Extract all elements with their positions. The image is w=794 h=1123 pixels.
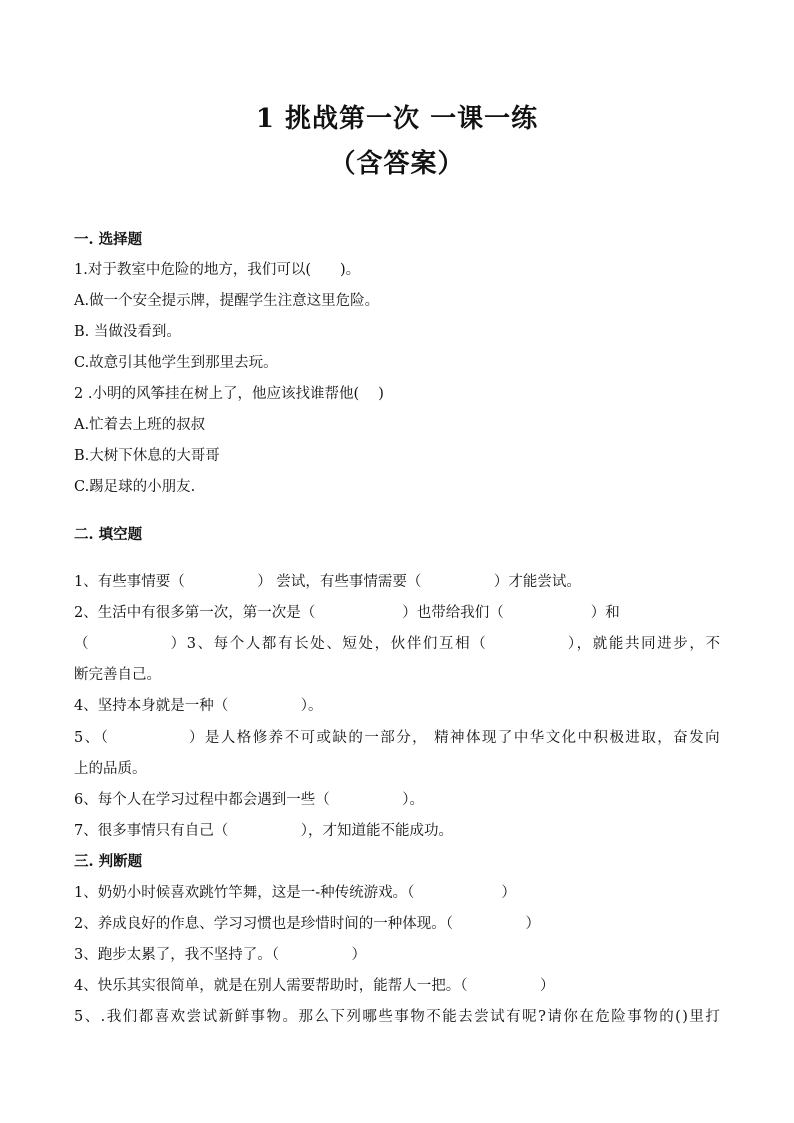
fill-line-7: 上的品质。 <box>74 761 147 777</box>
judge-line-4: 4、快乐其实很简单，就是在别人需要帮助时，能帮人一把。（ ） <box>74 978 555 994</box>
question-2: 2 .小明的风筝挂在树上了，他应该找谁帮他( ) <box>74 386 384 402</box>
question-2-option-a: A.忙着去上班的叔叔 <box>74 417 206 433</box>
question-1-option-c: C.故意引其他学生到那里去玩。 <box>74 355 278 371</box>
fill-line-4: 断完善自己。 <box>74 667 161 683</box>
page-title: 1 挑战第一次 一课一练 <box>255 104 539 134</box>
section-heading-fill: 二. 填空题 <box>74 526 143 543</box>
question-1-option-a: A.做一个安全提示牌，提醒学生注意这里危险。 <box>74 293 380 309</box>
fill-line-6: 5、（ ）是人格修养不可或缺的一部分， 精神体现了中华文化中积极进取，奋发向 <box>74 730 722 746</box>
question-2-option-b: B.大树下休息的大哥哥 <box>74 448 220 464</box>
fill-line-9: 7、很多事情只有自己（ ），才知道能不能成功。 <box>74 823 453 839</box>
question-2-option-c: C.踢足球的小朋友. <box>74 479 196 495</box>
fill-line-2: 2、生活中有很多第一次，第一次是（ ）也带给我们（ ）和 <box>74 605 620 621</box>
judge-line-5: 5、.我们都喜欢尝试新鲜事物。那么下列哪些事物不能去尝试有呢?请你在危险事物的()里打 <box>74 1009 722 1025</box>
judge-line-3: 3、跑步太累了，我不坚持了。（ ） <box>74 947 366 963</box>
judge-line-2: 2、养成良好的作息、学习习惯也是珍惜时间的一种体现。（ ） <box>74 916 540 932</box>
question-1: 1.对于教室中危险的地方，我们可以( )。 <box>74 262 361 278</box>
page-subtitle: （含答案） <box>329 149 465 179</box>
fill-line-3: （ ）3、每个人都有长处、短处，伙伴们互相（ ），就能共同进步，不 <box>74 636 722 652</box>
section-heading-choice: 一. 选择题 <box>74 231 143 248</box>
fill-line-1: 1、有些事情要（ ） 尝试，有些事情需要（ ）才能尝试。 <box>74 574 581 590</box>
judge-line-1: 1、奶奶小时候喜欢跳竹竿舞，这是一-种传统游戏。（ ） <box>74 885 516 901</box>
section-heading-judge: 三. 判断题 <box>74 853 143 870</box>
fill-line-5: 4、坚持本身就是一种（ ）。 <box>74 698 323 714</box>
question-1-option-b: B. 当做没看到。 <box>74 324 181 340</box>
fill-line-8: 6、每个人在学习过程中都会遇到一些（ ）。 <box>74 792 424 808</box>
